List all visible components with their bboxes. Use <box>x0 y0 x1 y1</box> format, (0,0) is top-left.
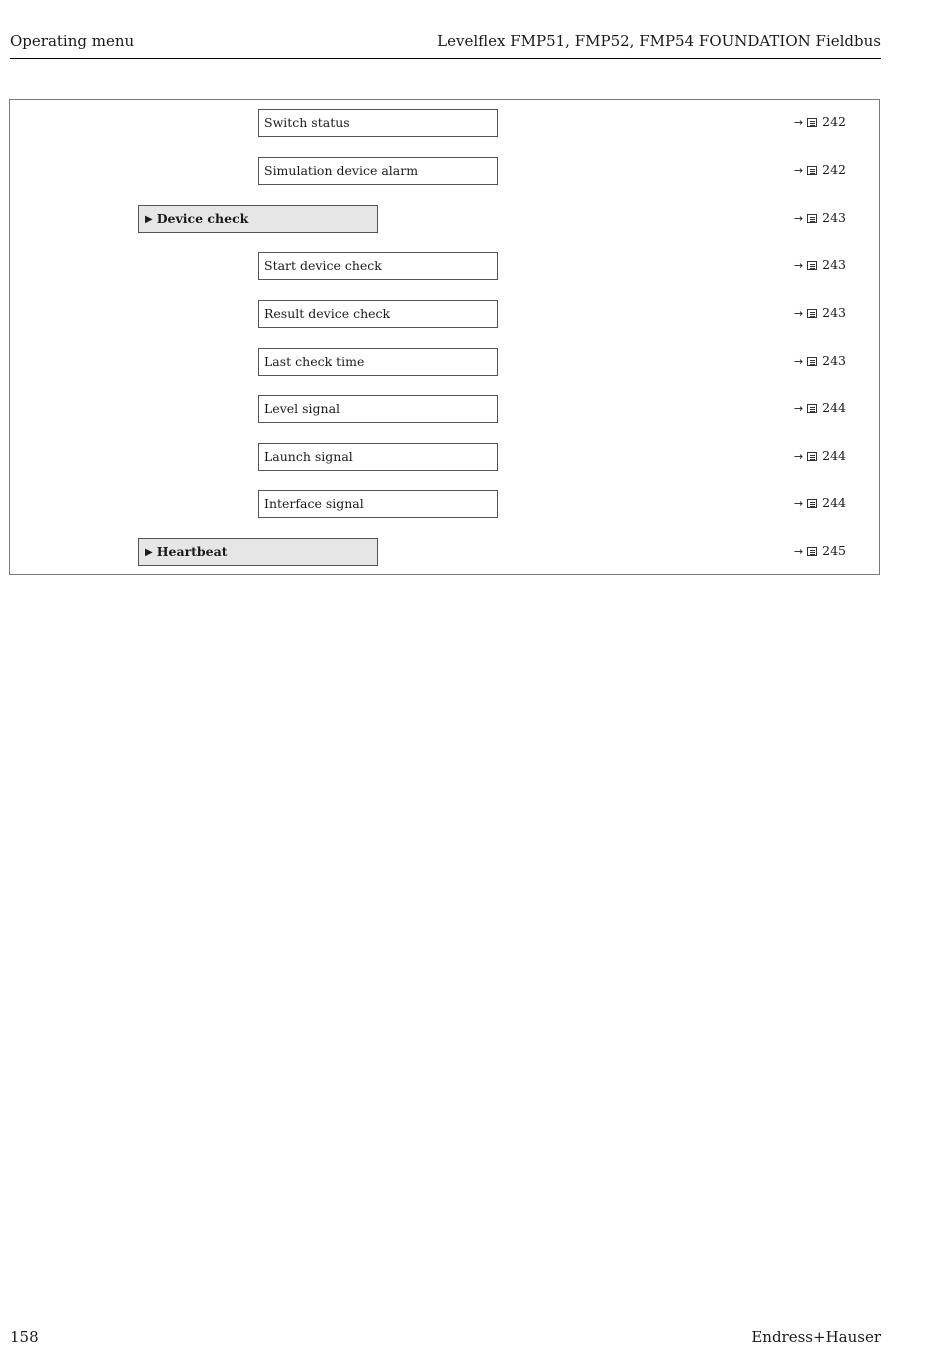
page-ref[interactable] <box>794 490 846 518</box>
page-ref-number: 243 <box>822 305 846 320</box>
menu-row-simulation-device-alarm <box>10 157 879 185</box>
arrow-right-icon: → <box>793 259 804 272</box>
page-ref-number: 244 <box>822 495 846 510</box>
page-number: 158 <box>10 1328 39 1346</box>
menu-row-level-signal <box>10 395 879 423</box>
menu-row-heartbeat <box>10 538 879 566</box>
arrow-right-icon: → <box>793 212 804 225</box>
menu-row-result-device-check <box>10 300 879 328</box>
page-reference-icon <box>807 357 817 366</box>
page-ref[interactable] <box>794 443 846 471</box>
page-reference-icon <box>807 499 817 508</box>
menu-row-device-check <box>10 205 879 233</box>
submenu-triangle-icon: ▶ <box>145 214 153 225</box>
page-ref[interactable] <box>794 157 846 185</box>
product-title: Levelflex FMP51, FMP52, FMP54 FOUNDATION Fieldbus <box>437 32 881 50</box>
menu-row-launch-signal <box>10 443 879 471</box>
page-reference-icon <box>807 118 817 127</box>
arrow-right-icon: → <box>793 116 804 129</box>
parameter-simulation-device-alarm[interactable]: Simulation device alarm <box>258 157 498 185</box>
page-ref[interactable] <box>794 300 846 328</box>
page-ref[interactable] <box>794 538 846 566</box>
page-reference-icon <box>807 404 817 413</box>
page-reference-icon <box>807 214 817 223</box>
parameter-level-signal[interactable]: Level signal <box>258 395 498 423</box>
arrow-right-icon: → <box>793 545 804 558</box>
parameter-result-device-check[interactable]: Result device check <box>258 300 498 328</box>
parameter-last-check-time[interactable]: Last check time <box>258 348 498 376</box>
arrow-right-icon: → <box>793 402 804 415</box>
page-ref-number: 243 <box>822 210 846 225</box>
parameter-interface-signal[interactable]: Interface signal <box>258 490 498 518</box>
page-ref-number: 244 <box>822 448 846 463</box>
arrow-right-icon: → <box>793 497 804 510</box>
page-ref-number: 243 <box>822 257 846 272</box>
page-ref[interactable] <box>794 109 846 137</box>
page-ref-number: 242 <box>822 114 846 129</box>
menu-tree <box>9 99 880 575</box>
arrow-right-icon: → <box>793 355 804 368</box>
page-ref[interactable] <box>794 252 846 280</box>
page-reference-icon <box>807 166 817 175</box>
menu-row-last-check-time <box>10 348 879 376</box>
arrow-right-icon: → <box>793 450 804 463</box>
menu-row-interface-signal <box>10 490 879 518</box>
page-ref[interactable] <box>794 348 846 376</box>
page-ref[interactable] <box>794 205 846 233</box>
parameter-start-device-check[interactable]: Start device check <box>258 252 498 280</box>
section-title: Operating menu <box>10 32 135 50</box>
submenu-triangle-icon: ▶ <box>145 547 153 558</box>
arrow-right-icon: → <box>793 307 804 320</box>
page-reference-icon <box>807 309 817 318</box>
page-ref-number: 243 <box>822 353 846 368</box>
page-ref-number: 244 <box>822 400 846 415</box>
menu-row-switch-status <box>10 109 879 137</box>
menu-row-start-device-check <box>10 252 879 280</box>
arrow-right-icon: → <box>793 164 804 177</box>
submenu-device-check[interactable]: ▶ Device check <box>138 205 378 233</box>
page-header <box>10 28 881 59</box>
page-reference-icon <box>807 261 817 270</box>
page-ref-number: 242 <box>822 162 846 177</box>
parameter-launch-signal[interactable]: Launch signal <box>258 443 498 471</box>
page-ref-number: 245 <box>822 543 846 558</box>
page-ref[interactable] <box>794 395 846 423</box>
page-reference-icon <box>807 452 817 461</box>
submenu-heartbeat[interactable]: ▶ Heartbeat <box>138 538 378 566</box>
parameter-switch-status[interactable]: Switch status <box>258 109 498 137</box>
brand-name: Endress+Hauser <box>751 1328 881 1346</box>
page-reference-icon <box>807 547 817 556</box>
